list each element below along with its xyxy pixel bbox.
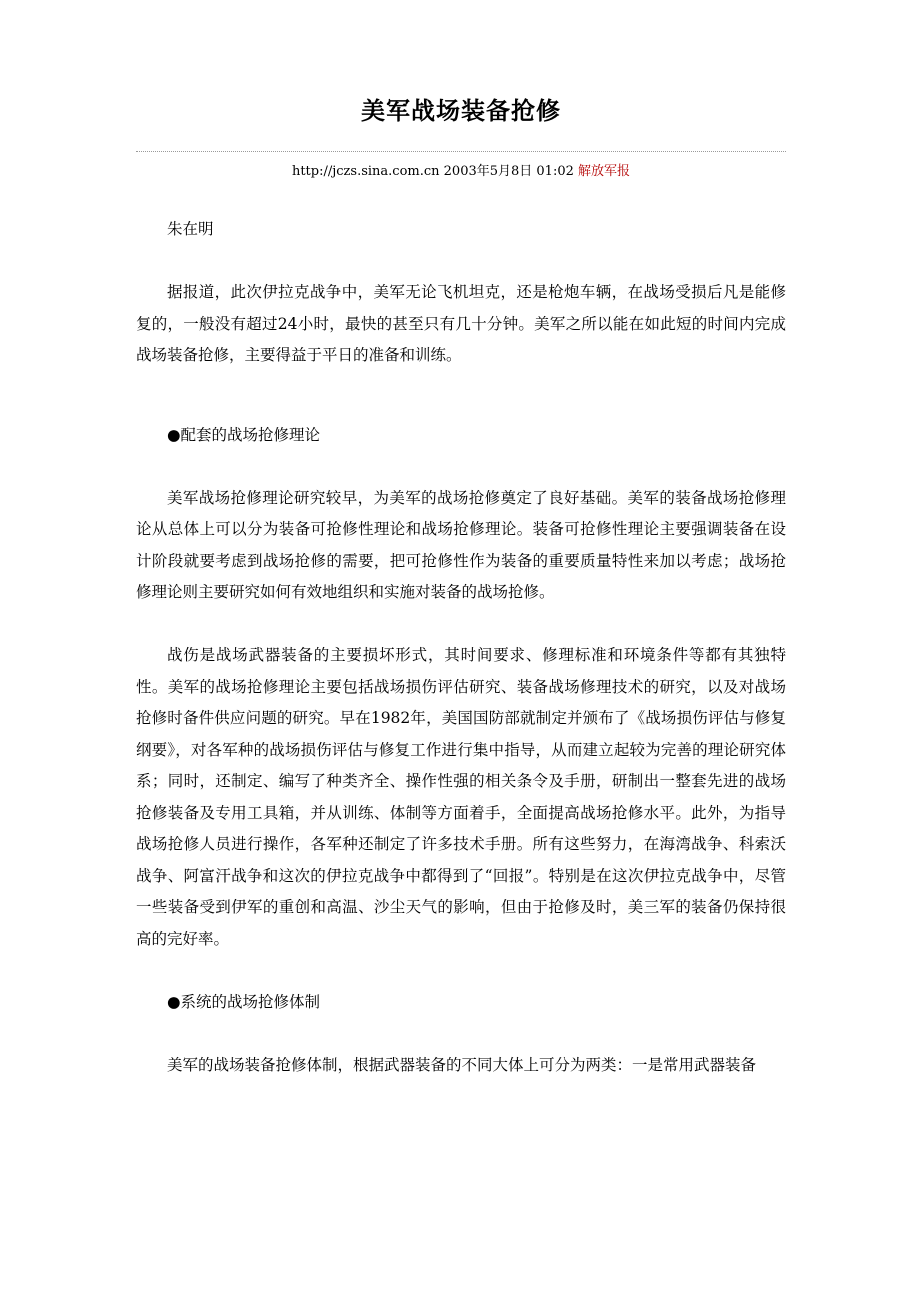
section-heading-theory: ●配套的战场抢修理论 [167,425,321,444]
source-link[interactable]: 解放军报 [578,164,631,179]
article-body [136,214,786,1081]
publish-date: 2003年5月8日 01:02 [443,164,574,179]
article-title: 美军战场装备抢修 [361,97,561,125]
article-meta [136,163,786,181]
paragraph-system: 美军的战场装备抢修体制，根据武器装备的不同大体上可分为两类：一是常用武器装备 [167,1055,757,1074]
author: 朱在明 [167,220,214,238]
paragraph-theory: 美军战场抢修理论研究较早，为美军的战场抢修奠定了良好基础。美军的装备战场抢修理论从总体上可以分为装备可抢修性理论和战场抢修理论。装备可抢修性理论主要强调装备在设计阶段就要考虑到战场抢修的需要，把可抢修性作为装备的重要质量特性来加以考虑；战场抢修理论则主要研究如何有效地组织和实施对装备的战场抢修。 [136,488,786,601]
source-url: http://jczs.sina.com.cn [291,164,440,179]
title-divider [136,151,786,152]
paragraph-intro: 据报道，此次伊拉克战争中，美军无论飞机坦克，还是枪炮车辆，在战场受损后凡是能修复的，一般没有超过24小时，最快的甚至只有几十分钟。美军之所以能在如此短的时间内完成战场装备抢修，主要得益于平日的准备和训练。 [136,283,786,364]
section-heading-system: ●系统的战场抢修体制 [167,992,321,1011]
paragraph-damage: 战伤是战场武器装备的主要损坏形式，其时间要求、修理标准和环境条件等都有其独特性。美军的战场抢修理论主要包括战场损伤评估研究、装备战场修理技术的研究，以及对战场抢修时备件供应问题的研究。早在1982年，美国国防部就制定并颁布了《战场损伤评估与修复纲要》，对各军种的战场损伤评估与修复工作进行集中指导，从而建立起较为完善的理论研究体系；同时，还制定、编写了种类齐全、操作性强的相关条令及手册，研制出一整套先进的战场抢修装备及专用工具箱，并从训练、体制等方面着手，全面提高战场抢修水平。此外，为指导战场抢修人员进行操作，各军种还制定了许多技术手册。所有这些努力，在海湾战争、科索沃战争、阿富汗战争和这次的伊拉克战争中都得到了“回报”。特别是在这次伊拉克战争中，尽管一些装备受到伊军的重创和高温、沙尘天气的影响，但由于抢修及时，美三军的装备仍保持很高的完好率。 [136,646,786,948]
